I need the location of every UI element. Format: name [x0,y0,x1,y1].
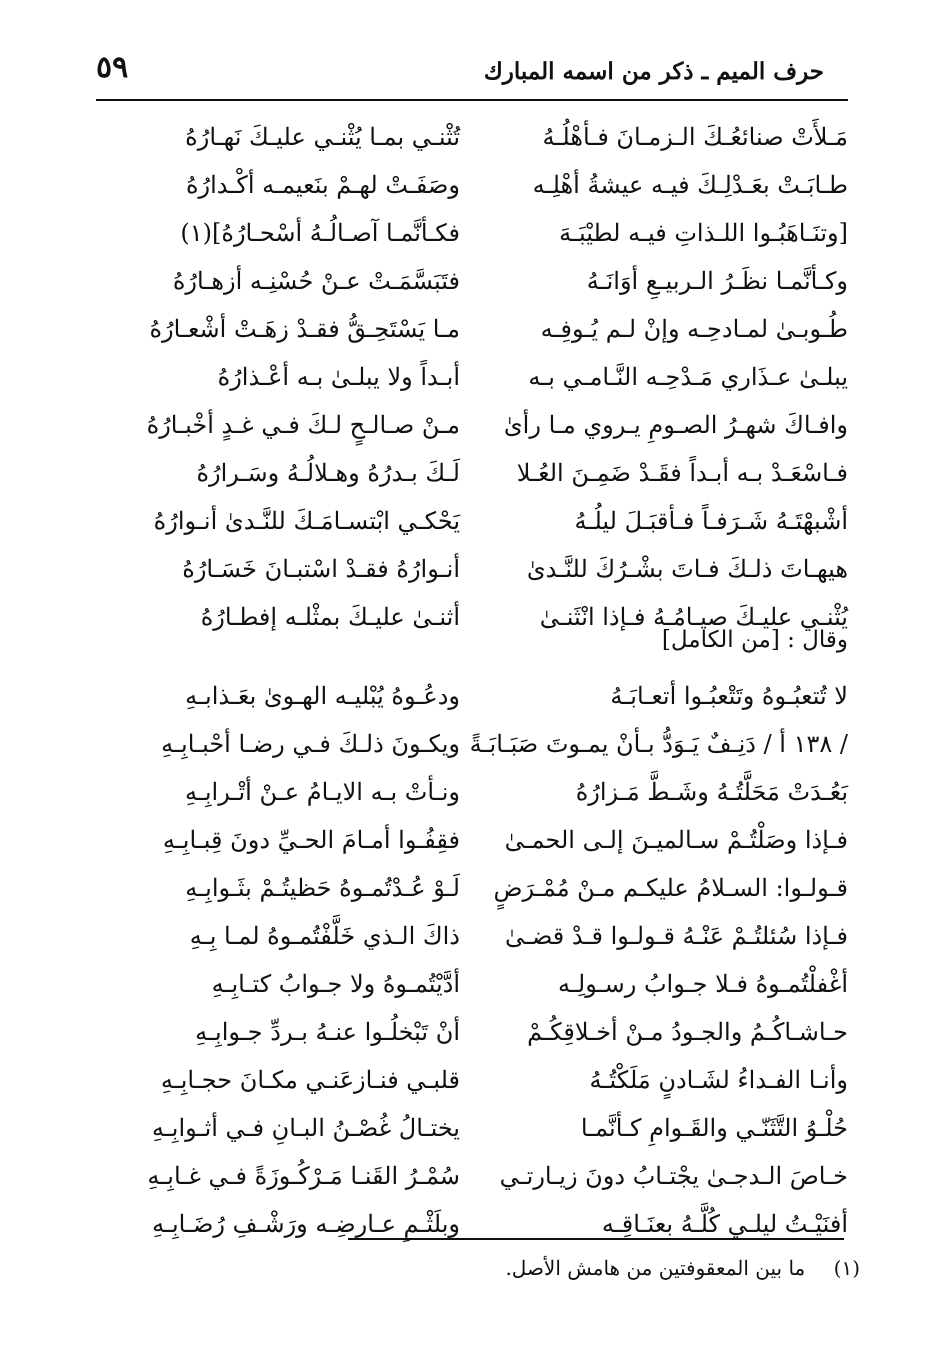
footnote-rule [348,1238,844,1240]
verse-line: وبلَثْـمِ عـارضِـه ورَشْـفِ رُضَـابِـهِ [152,1210,460,1238]
verse-line: أبـداً ولا يبلـىٰ بـه أعْـذارُهُ [217,363,460,391]
verse-line: طُـوبـىٰ لمـادحِـه وإنْ لـم يُـوفِـه [540,315,848,343]
verse-line: فتَبَسَّمَـتْ عـنْ حُسْنِـه أزهـارُهُ [172,267,460,295]
verse-line: تُثْنـي بمـا يُثْنـي عليـكَ نَهـارُهُ [185,123,460,151]
verse-line: قلبـي فنـازعَنـي مكـانَ حجـابِـهِ [160,1066,460,1094]
verse-line: حـاشـاكُـمُ والجـودُ مـنْ أخـلاقِكُـمْ [527,1018,848,1046]
footnote-text: ما بين المعقوفتين من هامش الأصل. [505,1256,806,1280]
verse-line: أغْفلْتُمـوهُ فـلا جـوابُ رسـولِـه [557,970,848,998]
verse-line: لَـوْ عُـدْتُمـوهُ حَظيتُـمْ بثَـوابِـهِ [185,874,460,902]
verse-line: هيهـاتَ ذلـكَ فـاتَ بشْـرُكَ للنَّـدىٰ [526,555,848,583]
verse-line: يُثْنـي عليـكَ صيـامُـهُ فـإذا انْثَنـىٰ [539,603,848,631]
verse-line: وصَفَـتْ لهـمْ بنَعيمـه أكْـدارُهُ [185,171,460,199]
verse-line: فـإذا وصَلْتُـمْ سـالميـنَ إلـى الحمـىٰ [504,826,848,854]
verse-line: خـاصَ الـدجـىٰ يجْتـابُ دونَ زيـارتـي [499,1162,848,1190]
header-rule [96,99,848,101]
verse-line: أشْبهْتَـهُ شَـرَفـاً فـأقبَـلَ ليلُـهُ [574,507,848,535]
poem2-second-hemistichs [120,672,460,1248]
verse-line: أثنـىٰ عليـكَ بمثْلـه إفطـارُهُ [200,603,460,631]
verse-line: يختـالُ غُصْـنُ البـانِ فـي أثـوابِـهِ [151,1114,460,1142]
verse-line: مَـلأَتْ صنائعُـكَ الـزمـانَ فـأهْلُـهُ [542,123,848,151]
verse-line: وأنـا الفـداءُ لشَـادنٍ مَلَكْتُـهُ [589,1066,848,1094]
page-number: ٥٩ [96,50,129,85]
verse-line: ذاكَ الـذي خَلَّفْتُمـوهُ لمـا بِـهِ [189,922,460,950]
verse-line: ودعُـوهُ يُبْليـه الهـوىٰ بعَـذابـهِ [185,682,460,710]
verse-line: لا تُتعبُـوهُ وتَتْعبُـوا أتعـابَـهُ [610,682,848,710]
verse-line: / ١٣٨ أ / دَنِـفٌ يَـوَدُّ بـأنْ يمـوتَ صَبَـابَـةً [469,730,848,758]
verse-line: طـابَـتْ بعَـدْلِـكَ فيـه عيشةُ أهْلِـه [532,171,848,199]
verse-line: قـولـوا: السـلامُ عليكـم مـنْ مُمْـرَضٍ [493,874,848,902]
verse-line: لَـكَ بـدرُهُ وهـلالُـهُ وسَـرارُهُ [196,459,460,487]
verse-line: فقِفُـوا أمـامَ الحـيِّ دونَ قِبـابِـهِ [162,826,460,854]
meter-note: وقال : [من الكامل] [661,627,848,653]
poem1-first-hemistichs [488,113,848,641]
verse-line: ويكـونَ ذلـكَ فـي رضـا أحْبـابِـهِ [161,730,460,758]
verse-line: يبلـىٰ عـذَاري مَـدْحِـه النَّـامـي بـه [528,363,848,391]
verse-line: أفنَيْـتُ ليلـي كُلَّـهُ بعنَـاقِـه [601,1210,848,1238]
footnote-number: (١) [833,1256,860,1280]
verse-line: فـإذا سُئلتُـمْ عَنْـهُ قـولـوا قـدْ قضـىٰ [504,922,848,950]
verse-line: وكـأنَّمـا نظَـرُ الـربيـعِ أوَانَـهُ [586,267,848,295]
verse-line: حُلْـوُ التَّثَنّـي والقَـوامِ كـأنَّمـا [580,1114,848,1142]
poem1-second-hemistichs [120,113,460,641]
verse-line: وافـاكَ شهـرُ الصـومِ يـروي مـا رأىٰ [503,411,848,439]
verse-line: أنْ تَبْخلُـوا عنـهُ بـردِّ جـوابِـهِ [195,1018,460,1046]
verse-line: أنـوارُهُ فقـدْ اسْتبـانَ خَسَـارُهُ [182,555,460,583]
verse-line: سُمْـرُ القَنـا مَـرْكُـوزَةً فـي غـابِـهِ [147,1162,460,1190]
verse-line: فكـأنَّمـا آصـالُـهُ أسْحـارُهُ](١) [180,219,460,247]
footnote [505,1256,860,1280]
verse-line: ونـأتْ بـه الايـامُ عـنْ أتْـرابِـهِ [184,778,460,806]
verse-line: فـاسْعَـدْ بـه أبـداً فقَـدْ ضَمِـنَ العُـلا [516,459,848,487]
verse-line: [وتنَـاهَبُـوا اللـذاتِ فيـه لطيْبَـهَ [559,219,848,247]
verse-line: مـا يَسْتَحِـقُّ فقـدْ زهَـتْ أشْعـارُهُ [149,315,460,343]
verse-line: مـنْ صـالـحٍ لـكَ فـي غـدٍ أخْبـارُهُ [146,411,460,439]
verse-line: يَحْكـي ابْتسـامَـكَ للنَّـدىٰ أنـوارُهُ [153,507,460,535]
verse-line: أدَّيْتُمـوهُ ولا جـوابُ كتـابِـهِ [211,970,460,998]
poem2-first-hemistichs [469,672,848,1248]
running-title: حرف الميم ـ ذكر من اسمه المبارك [483,58,824,85]
verse-line: بَعُـدَتْ مَحَلَّتُـهُ وشَـطَّ مَـزارُهُ [575,778,848,806]
